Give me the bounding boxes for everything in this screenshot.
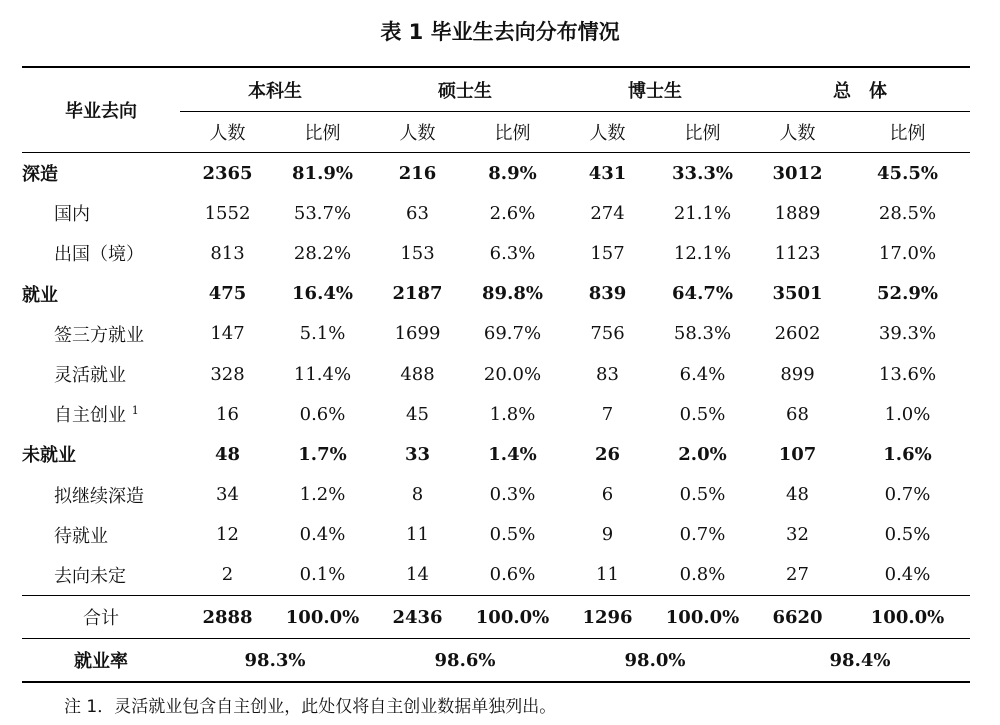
table-row xyxy=(22,475,970,515)
table-cell: 68 xyxy=(786,403,809,425)
table-cell: 431 xyxy=(560,153,655,194)
table-cell: 63 xyxy=(406,202,429,224)
table-cell: 6.4% xyxy=(679,363,726,385)
table-row xyxy=(22,555,970,596)
rate-cell-overall: 98.4% xyxy=(750,639,970,683)
table-cell: 1552 xyxy=(204,202,251,224)
table-cell: 0.8% xyxy=(679,564,726,586)
table-cell: 89.8% xyxy=(482,283,543,305)
subcategory-label xyxy=(22,233,180,273)
ratio-header: 比例 xyxy=(889,123,926,144)
table-cell: 26 xyxy=(594,443,621,465)
table-cell: 48 xyxy=(786,484,809,506)
table-row xyxy=(22,193,970,233)
table-cell: 7 xyxy=(601,403,614,425)
group-header-master: 硕士生 xyxy=(370,67,560,112)
table-cell: 3012 xyxy=(750,153,845,194)
table-cell: 2888 xyxy=(180,596,275,639)
table-cell: 9 xyxy=(601,524,614,546)
table-cell: 0.5% xyxy=(884,524,931,546)
table-cell: 1.4% xyxy=(488,443,537,465)
table-cell: 20.0% xyxy=(483,363,542,385)
table-cell: 1889 xyxy=(774,202,821,224)
group-header-doctor: 博士生 xyxy=(560,67,750,112)
table-cell: 100.0% xyxy=(655,596,750,639)
table-cell: 153 xyxy=(400,242,435,264)
table-cell: 5.1% xyxy=(299,323,346,345)
table-row xyxy=(22,394,970,434)
table-title: 表 1 毕业生去向分布情况 xyxy=(380,20,620,44)
employment-rate-label: 就业率 xyxy=(22,639,180,683)
graduate-destination-table xyxy=(22,66,970,683)
ratio-header: 比例 xyxy=(304,123,341,144)
table-cell: 0.7% xyxy=(679,524,726,546)
table-cell: 899 xyxy=(780,363,815,385)
table-cell: 12 xyxy=(216,524,239,546)
table-cell: 6.3% xyxy=(489,242,536,264)
count-header: 人数 xyxy=(209,123,246,144)
table-cell: 16.4% xyxy=(292,283,353,305)
table-cell: 2 xyxy=(221,564,234,586)
table-cell: 813 xyxy=(210,242,245,264)
category-label xyxy=(22,153,180,194)
row-label-text: 国内 xyxy=(54,204,90,226)
table-cell: 64.7% xyxy=(672,283,733,305)
table-cell: 0.5% xyxy=(679,403,726,425)
table-row xyxy=(22,314,970,354)
footnote: 注 1．灵活就业包含自主创业，此处仅将自主创业数据单独列出。 xyxy=(64,697,557,717)
table-cell: 107 xyxy=(778,443,817,465)
table-cell: 17.0% xyxy=(878,242,937,264)
ratio-header: 比例 xyxy=(684,123,721,144)
row-label-text: 未就业 xyxy=(22,445,76,467)
subcategory-label xyxy=(22,354,180,394)
table-row xyxy=(22,153,970,194)
table-cell: 33 xyxy=(404,443,431,465)
table-cell: 13.6% xyxy=(878,363,937,385)
table-cell: 1.8% xyxy=(489,403,536,425)
table-cell: 0.4% xyxy=(299,524,346,546)
table-cell: 0.1% xyxy=(299,564,346,586)
table-row xyxy=(22,354,970,394)
table-cell: 14 xyxy=(406,564,429,586)
table-cell: 3501 xyxy=(772,283,823,305)
table-cell: 11 xyxy=(406,524,429,546)
table-row xyxy=(22,274,970,314)
table-cell: 274 xyxy=(590,202,625,224)
count-header: 人数 xyxy=(779,123,816,144)
table-cell: 2365 xyxy=(180,153,275,194)
row-label-text: 签三方就业 xyxy=(54,324,144,346)
table-cell: 21.1% xyxy=(673,202,732,224)
header-row-groups xyxy=(22,67,970,112)
row-label-text: 自主创业 xyxy=(54,405,126,427)
table-cell: 0.4% xyxy=(884,564,931,586)
table-cell: 328 xyxy=(210,363,245,385)
row-label-text: 灵活就业 xyxy=(54,365,126,387)
table-cell: 216 xyxy=(370,153,465,194)
table-cell: 2.6% xyxy=(489,202,536,224)
group-header-overall: 总 体 xyxy=(750,67,970,112)
table-cell: 34 xyxy=(216,484,239,506)
row-label-text: 去向未定 xyxy=(54,565,126,587)
table-cell: 11 xyxy=(596,564,619,586)
table-cell: 28.5% xyxy=(878,202,937,224)
table-row xyxy=(22,434,970,474)
table-cell: 6620 xyxy=(750,596,845,639)
table-body xyxy=(22,153,970,596)
footnote-marker: 1 xyxy=(131,404,139,418)
subcategory-label xyxy=(22,314,180,354)
row-label-text: 拟继续深造 xyxy=(54,485,144,507)
total-row xyxy=(22,596,970,639)
ratio-header: 比例 xyxy=(494,123,531,144)
table-cell: 81.9% xyxy=(275,153,370,194)
table-cell: 16 xyxy=(216,403,239,425)
table-cell: 6 xyxy=(601,484,614,506)
subcategory-label xyxy=(22,394,180,434)
table-cell: 839 xyxy=(588,283,627,305)
table-cell: 58.3% xyxy=(673,323,732,345)
table-cell: 32 xyxy=(786,524,809,546)
group-header-undergrad: 本科生 xyxy=(180,67,370,112)
table-cell: 39.3% xyxy=(878,323,937,345)
table-cell: 488 xyxy=(400,363,435,385)
table-cell: 157 xyxy=(590,242,625,264)
table-cell: 1123 xyxy=(774,242,821,264)
employment-rate-row xyxy=(22,639,970,683)
table-cell: 69.7% xyxy=(483,323,542,345)
table-cell: 100.0% xyxy=(845,596,970,639)
table-cell: 100.0% xyxy=(275,596,370,639)
table-cell: 45.5% xyxy=(845,153,970,194)
row-label-text: 深造 xyxy=(22,164,58,186)
subcategory-label xyxy=(22,515,180,555)
category-label xyxy=(22,434,180,474)
table-cell: 475 xyxy=(208,283,247,305)
table-cell: 100.0% xyxy=(465,596,560,639)
category-label xyxy=(22,274,180,314)
table-cell: 2.0% xyxy=(678,443,727,465)
subcategory-label xyxy=(22,193,180,233)
table-cell: 52.9% xyxy=(877,283,938,305)
table-cell: 53.7% xyxy=(293,202,352,224)
table-cell: 45 xyxy=(406,403,429,425)
table-cell: 1.7% xyxy=(298,443,347,465)
table-cell: 2436 xyxy=(370,596,465,639)
table-cell: 1.6% xyxy=(883,443,932,465)
table-cell: 83 xyxy=(596,363,619,385)
table-cell: 0.7% xyxy=(884,484,931,506)
rate-cell-doctor: 98.0% xyxy=(560,639,750,683)
subcategory-label xyxy=(22,555,180,596)
table-cell: 0.3% xyxy=(489,484,536,506)
table-cell: 2602 xyxy=(774,323,821,345)
table-cell: 756 xyxy=(590,323,625,345)
table-cell: 0.5% xyxy=(489,524,536,546)
table-row xyxy=(22,515,970,555)
table-cell: 12.1% xyxy=(673,242,732,264)
row-label-text: 出国（境） xyxy=(54,244,144,266)
row-label-text: 就业 xyxy=(22,284,58,306)
table-row xyxy=(22,233,970,273)
table-cell: 0.6% xyxy=(299,403,346,425)
table-cell: 8 xyxy=(411,484,424,506)
table-cell: 0.6% xyxy=(489,564,536,586)
table-cell: 48 xyxy=(214,443,241,465)
table-cell: 2187 xyxy=(392,283,443,305)
table-cell: 33.3% xyxy=(655,153,750,194)
subcategory-label xyxy=(22,475,180,515)
rate-cell-master: 98.6% xyxy=(370,639,560,683)
table-cell: 28.2% xyxy=(293,242,352,264)
table-cell: 1.2% xyxy=(299,484,346,506)
table-cell: 8.9% xyxy=(465,153,560,194)
table-cell: 11.4% xyxy=(293,363,352,385)
outcome-header: 毕业去向 xyxy=(22,67,180,153)
table-cell: 1296 xyxy=(560,596,655,639)
total-label: 合计 xyxy=(22,596,180,639)
table-cell: 27 xyxy=(786,564,809,586)
count-header: 人数 xyxy=(399,123,436,144)
table-cell: 0.5% xyxy=(679,484,726,506)
table-cell: 147 xyxy=(210,323,245,345)
table-cell: 1.0% xyxy=(884,403,931,425)
rate-cell-undergrad: 98.3% xyxy=(180,639,370,683)
table-cell: 1699 xyxy=(394,323,441,345)
count-header: 人数 xyxy=(589,123,626,144)
row-label-text: 待就业 xyxy=(54,525,108,547)
